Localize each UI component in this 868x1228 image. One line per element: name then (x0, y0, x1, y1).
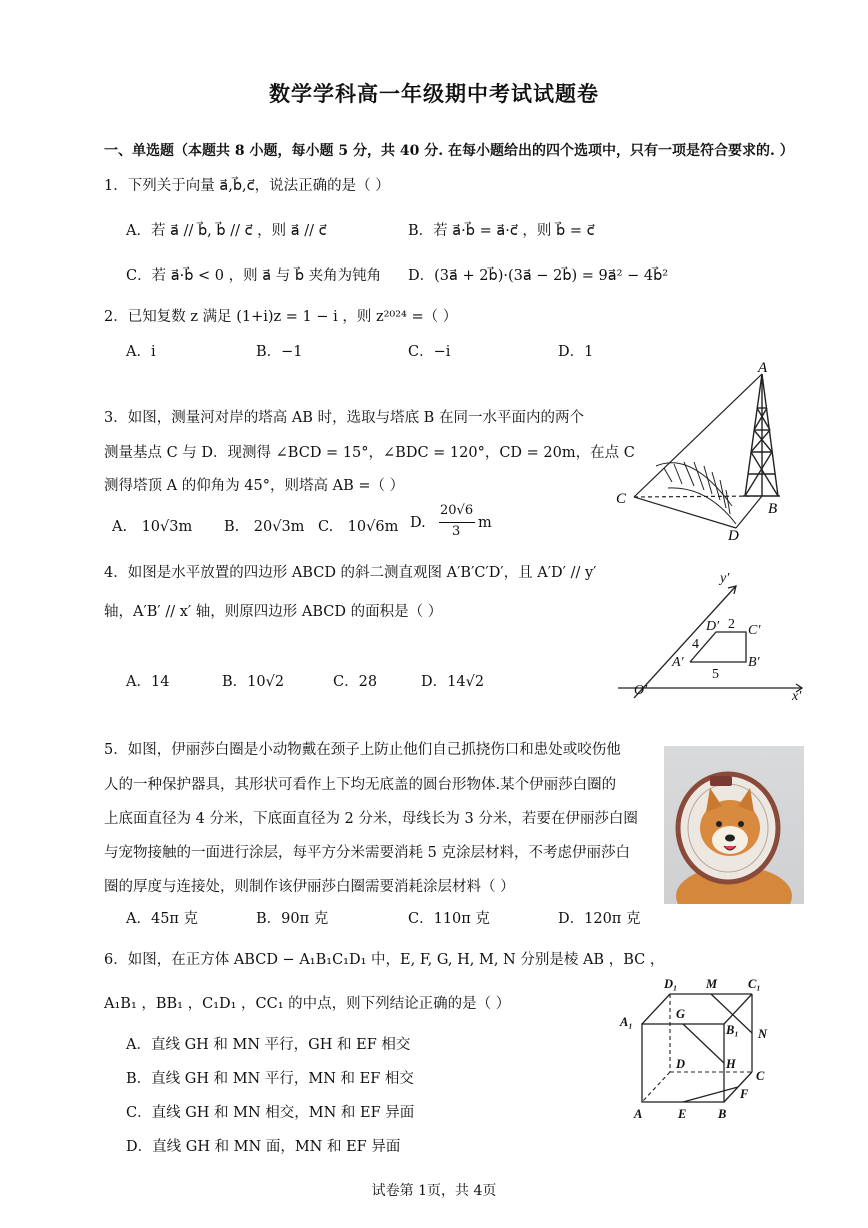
fig-label-d1: D₁ (664, 977, 678, 991)
q4-line1: 4．如图是水平放置的四边形 ABCD 的斜二测直观图 A′B′C′D′，且 A′D′ // y′ (104, 565, 597, 581)
fig-label-x: x′ (792, 689, 802, 704)
q5-line2: 人的一种保护器具，其形状可看作上下均无底盖的圆台形物体.某个伊丽莎白圈的 (104, 777, 617, 793)
q3-option-a: A. 10√3m (112, 519, 193, 535)
fig-label-m: M (706, 977, 718, 991)
fig-label-o: O′ (634, 683, 648, 698)
fig-label-a: A (758, 360, 768, 376)
fig-label-b: B (718, 1107, 727, 1121)
q3-option-c: C. 10√6m (318, 519, 399, 535)
q5-option-b: B．90π 克 (256, 911, 329, 927)
q3-option-d-denominator: 3 (452, 524, 461, 539)
q6-line1: 6．如图，在正方体 ABCD − A₁B₁C₁D₁ 中，E, F, G, H, M, N 分别是棱 AB ，BC ， (104, 952, 665, 968)
fig-label-5: 5 (712, 667, 719, 682)
q6-option-a: A．直线 GH 和 MN 平行，GH 和 EF 相交 (126, 1037, 411, 1053)
q5-option-c: C．110π 克 (408, 911, 490, 927)
fig-label-f: F (740, 1087, 749, 1101)
fig-label-2: 2 (728, 617, 735, 632)
dog-cone-photo (664, 746, 804, 904)
q2-stem: 2．已知复数 z 满足 (1+i)z = 1 − i ，则 z²⁰²⁴ =（ ） (104, 309, 458, 325)
page-footer: 试卷第 1页，共 4页 (371, 1183, 497, 1199)
fig-label-d: D (676, 1057, 686, 1071)
q4-axes-figure (612, 566, 812, 706)
q5-option-d: D．120π 克 (558, 911, 641, 927)
q2-option-b: B．−1 (256, 344, 303, 360)
q2-option-d: D．1 (558, 344, 594, 360)
fig-label-e: E (678, 1107, 687, 1121)
q3-line3: 测得塔顶 A 的仰角为 45°，则塔高 AB =（ ） (104, 478, 405, 494)
q1-stem: 1．下列关于向量 a⃗,b⃗,c⃗，说法正确的是（ ） (104, 178, 390, 194)
q4-option-d: D．14√2 (421, 674, 485, 690)
q6-option-d: D．直线 GH 和 MN 面，MN 和 EF 异面 (126, 1139, 401, 1155)
q1-option-c: C．若 a⃗·b⃗ < 0 ，则 a⃗ 与 b⃗ 夹角为钝角 (126, 268, 382, 284)
q3-option-d-numerator: 20√6 (440, 503, 474, 518)
q6-line2: A₁B₁ ，BB₁ ，C₁D₁ ，CC₁ 的中点，则下列结论正确的是（ ） (104, 996, 511, 1012)
q3-line2: 测量基点 C 与 D．现测得 ∠BCD = 15°，∠BDC = 120°，CD = 20m，在点 C (104, 445, 635, 461)
q2-option-a: A．i (126, 344, 156, 360)
fig-label-n: N (758, 1027, 768, 1041)
q5-option-a: A．45π 克 (126, 911, 199, 927)
q4-option-a: A．14 (126, 674, 170, 690)
q5-line4: 与宠物接触的一面进行涂层，每平方分米需要消耗 5 克涂层材料，不考虑伊丽莎白 (104, 845, 630, 861)
fig-label-b1: B₁ (726, 1023, 739, 1037)
q4-option-c: C．28 (333, 674, 378, 690)
q5-line5: 圈的厚度与连接处，则制作该伊丽莎白圈需要消耗涂层材料（ ） (104, 879, 515, 895)
q5-line1: 5．如图，伊丽莎白圈是小动物戴在颈子上防止他们自己抓挠伤口和患处或咬伤他 (104, 742, 621, 758)
q1-option-b: B．若 a⃗·b⃗ = a⃗·c⃗ ，则 b⃗ = c⃗ (408, 223, 595, 239)
fig-label-c: C′ (748, 623, 761, 638)
fig-label-h: H (726, 1057, 736, 1071)
q1-option-a: A．若 a⃗ // b⃗, b⃗ // c⃗ ，则 a⃗ // c⃗ (126, 223, 327, 239)
fig-label-a: A′ (672, 655, 684, 670)
fig-label-g: G (676, 1007, 686, 1021)
q3-option-b: B. 20√3m (224, 519, 305, 535)
fraction-bar (439, 522, 475, 523)
fig-label-y: y′ (720, 571, 730, 586)
q6-option-b: B．直线 GH 和 MN 平行，MN 和 EF 相交 (126, 1071, 414, 1087)
q2-option-c: C．−i (408, 344, 451, 360)
fig-label-d: D′ (706, 619, 720, 634)
fig-label-c: C (756, 1069, 765, 1083)
section-heading: 一、单选题（本题共 8 小题，每小题 5 分，共 40 分. 在每小题给出的四个选项中，只有一项是符合要求的. ） (104, 143, 794, 159)
q5-line3: 上底面直径为 4 分米，下底面直径为 2 分米，母线长为 3 分米，若要在伊丽莎白圈 (104, 811, 638, 827)
q4-option-b: B．10√2 (222, 674, 285, 690)
fig-label-d: D (728, 528, 739, 544)
q4-line2: 轴，A′B′ // x′ 轴，则原四边形 ABCD 的面积是（ ） (104, 604, 443, 620)
fig-label-a: A (634, 1107, 643, 1121)
q3-tower-figure (612, 356, 802, 546)
fig-label-b: B′ (748, 655, 760, 670)
q1-option-d: D．(3a⃗ + 2b⃗)·(3a⃗ − 2b⃗) = 9a⃗² − 4b⃗² (408, 268, 669, 284)
q6-cube-figure (618, 972, 778, 1128)
q3-line1: 3．如图，测量河对岸的塔高 AB 时，选取与塔底 B 在同一水平面内的两个 (104, 410, 584, 426)
q3-option-d-label: D. (410, 515, 426, 531)
fig-label-4: 4 (692, 637, 699, 652)
q6-option-c: C．直线 GH 和 MN 相交，MN 和 EF 异面 (126, 1105, 415, 1121)
q3-option-d-unit: m (478, 515, 492, 531)
fig-label-c: C (616, 491, 627, 507)
fig-label-a1: A₁ (620, 1015, 633, 1029)
fig-label-c1: C₁ (748, 977, 761, 991)
fig-label-b: B (768, 501, 778, 517)
page-title: 数学学科高一年级期中考试试题卷 (269, 81, 599, 106)
